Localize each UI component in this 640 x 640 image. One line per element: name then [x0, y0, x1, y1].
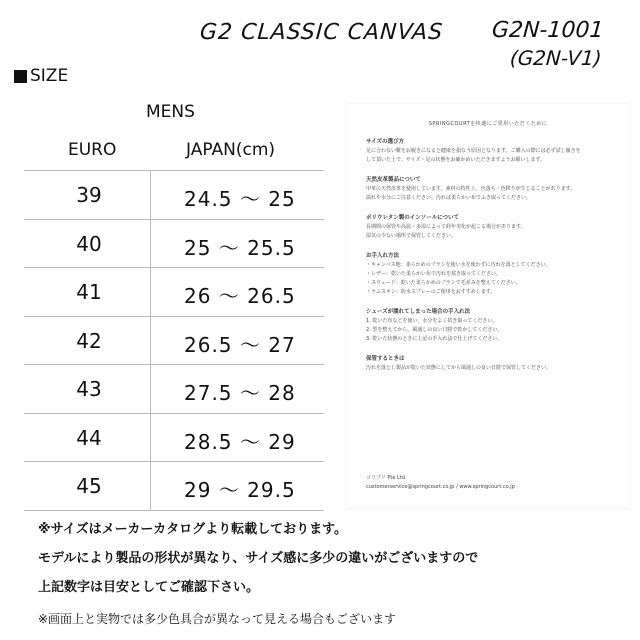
japan-size: 24.5 ～ 25	[184, 187, 296, 211]
euro-size: 40	[76, 231, 102, 256]
square-bullet-icon	[14, 70, 27, 83]
insert-section-line: 甲革の天然皮革を使用しています。素材の特性上、色落ち・色移りが生じることがあります。	[366, 186, 576, 192]
note-line: ※サイズはメーカーカタログより転載しております。	[38, 522, 348, 537]
japan-size: 28.5 ～ 29	[184, 429, 296, 454]
insert-section	[366, 354, 614, 373]
table-row	[24, 364, 324, 413]
insert-footer	[366, 474, 515, 492]
note-line: モデルにより製品の形状が異なり、サイズ感に多少の違いがございますので	[38, 551, 479, 566]
note-line: 上記数字は目安としてご確認下さい。	[38, 580, 260, 595]
table-row	[24, 267, 324, 316]
insert-section-heading: ポリウレタン製のインソールについて	[366, 215, 460, 221]
model-code: G2N-1001	[491, 18, 605, 43]
euro-size: 42	[76, 328, 102, 353]
euro-size: 41	[76, 280, 102, 304]
insert-section-line: 1. 乾いた布などを使い、水分をよく拭き取ってください。	[366, 318, 498, 324]
insert-footer-contact: customerservice@springcourt.co.jp / www.springcourt.co.jp	[366, 484, 515, 490]
insert-section-heading: シューズが濡れてしまった場合の手入れ法	[366, 309, 471, 315]
color-footnote: ※画面上と実物では多少色具合が異なって見える場合もございます	[38, 612, 397, 626]
insert-section-heading: 天然皮革製品について	[366, 177, 421, 183]
japan-size: 26.5 ～ 27	[184, 332, 296, 357]
euro-size: 39	[76, 183, 102, 207]
insert-section-line: 2. 型を整えてから、風通しの良い日陰で乾かしてください。	[366, 327, 503, 333]
table-row	[24, 170, 324, 219]
insert-section-line: 足に合わない靴をお履きになると健康を損なう原因となります。ご購入の際には必ず試し履きを	[366, 148, 581, 154]
insert-section-line: ・ラムスキン：防水スプレーのご使用をおすすめします。	[366, 289, 496, 295]
size-label: SIZE	[30, 66, 69, 86]
insert-section-heading: お手入れ方法	[366, 253, 400, 259]
table-row	[24, 219, 324, 268]
table-row	[24, 413, 324, 462]
insert-section	[366, 175, 614, 203]
japan-size: 26 ～ 26.5	[184, 284, 296, 308]
care-instructions-insert	[346, 104, 630, 508]
japan-size: 29 ～ 29.5	[184, 478, 296, 502]
insert-section-line: ・キャンバス地：柔らかめのブラシを使い水を使わずに汚れを落としてください。	[366, 262, 551, 268]
insert-section-line: ・レザー：乾いた柔らかい布で汚れを拭き取ってください。	[366, 271, 502, 277]
insert-section	[366, 307, 614, 344]
size-notes	[38, 518, 478, 605]
gender-label: MENS	[146, 102, 195, 122]
product-title: G2 CLASSIC CANVAS	[199, 20, 445, 45]
size-table	[24, 170, 324, 511]
insert-section-line: ・スウェード：乾いた柔らかめのブラシで毛並みを整えてください。	[366, 280, 521, 286]
insert-section-line: 3. 乾いた状態のときに上記の手入れ法で仕上げてください。	[366, 336, 503, 342]
insert-section	[366, 137, 614, 165]
euro-size: 44	[76, 425, 102, 450]
insert-section-line: 汚れを落とし製品が乾いた状態にしてから風通しの良い日陰で保管してください。	[366, 365, 552, 371]
column-header-japan: JAPAN(cm)	[186, 140, 276, 160]
japan-size: 25 ～ 25.5	[184, 235, 296, 260]
table-row	[24, 316, 324, 365]
japan-size: 27.5 ～ 28	[184, 381, 296, 405]
insert-section-line: 湿気の少ない場所で保管してください。	[366, 233, 457, 239]
insert-section-line: 濡れや水分にご注意ください。汚れは柔らかい布でふき取ってください。	[366, 195, 532, 201]
insert-section-line: 長期間の保管や高温・多湿によって経年劣化が起こる場合があります。	[366, 224, 526, 230]
euro-size: 45	[76, 474, 102, 498]
insert-section-line: して頂いた上で、サイズ・足の状態をお確かめいただきますようお願いします。	[366, 157, 546, 163]
model-alt-code: (G2N-V1)	[509, 46, 603, 70]
column-header-euro: EURO	[68, 140, 117, 160]
insert-section	[366, 251, 614, 297]
insert-section-heading: サイズの選び方	[366, 139, 405, 145]
insert-title: SPRINGCOURTを快適にご愛用いただくために	[428, 121, 548, 127]
euro-size: 43	[76, 377, 102, 401]
insert-section-heading: 保管するときは	[366, 356, 405, 362]
size-heading	[14, 66, 68, 86]
insert-section	[366, 213, 614, 241]
table-row	[24, 461, 324, 511]
insert-footer-company: コリプリ Pte Ltd.	[366, 475, 407, 481]
